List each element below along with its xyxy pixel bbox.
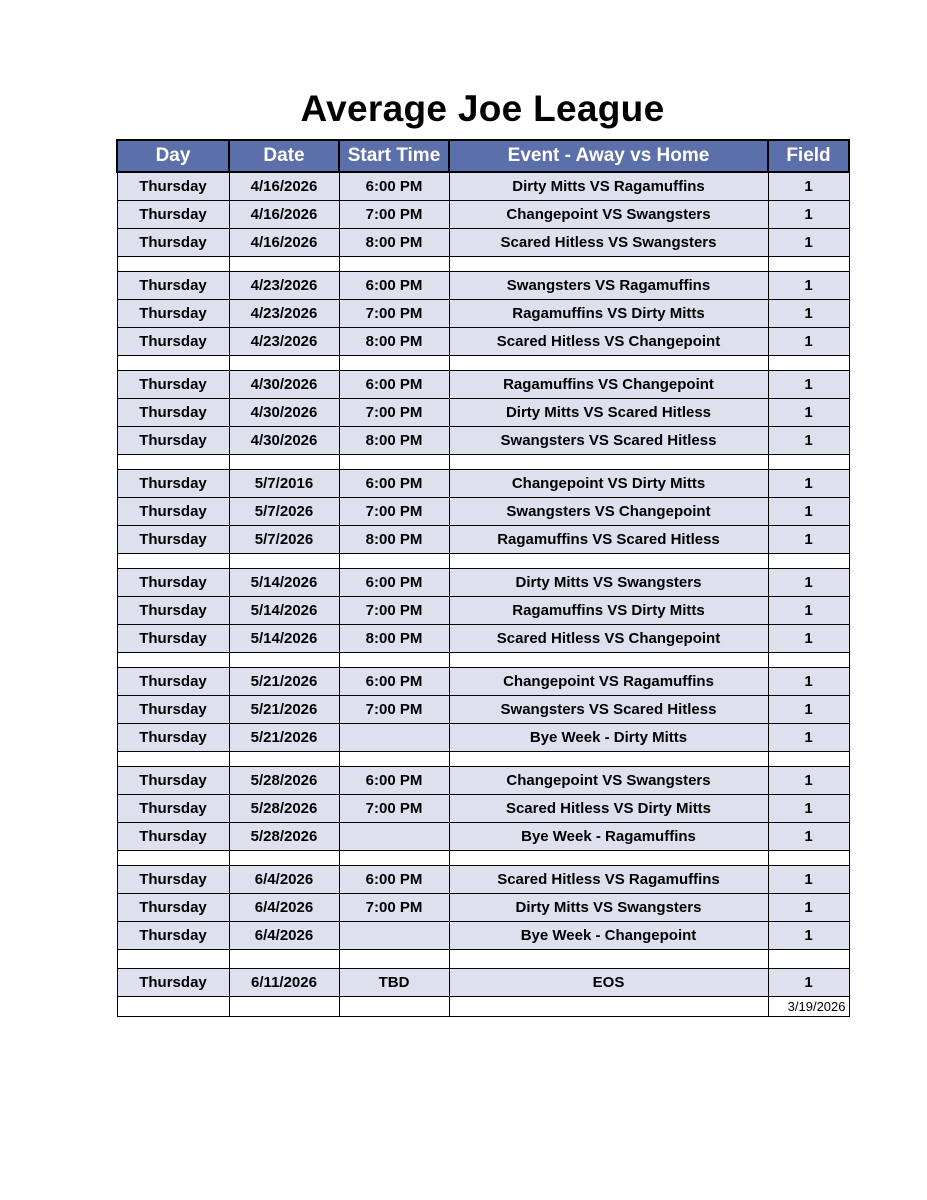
date-cell: 6/4/2026	[229, 922, 339, 950]
start-time-cell: 6:00 PM	[339, 866, 449, 894]
day-cell: Thursday	[117, 625, 229, 653]
day-cell: Thursday	[117, 922, 229, 950]
event-cell: Scared Hitless VS Changepoint	[449, 625, 768, 653]
schedule-body	[117, 172, 849, 1017]
table-row	[117, 470, 849, 498]
table-row	[117, 668, 849, 696]
start-time-cell: 6:00 PM	[339, 371, 449, 399]
table-row	[117, 569, 849, 597]
day-cell: Thursday	[117, 597, 229, 625]
empty-cell	[449, 950, 768, 969]
column-header-field: Field	[768, 140, 849, 172]
table-row	[117, 399, 849, 427]
field-cell: 1	[768, 668, 849, 696]
empty-cell	[339, 752, 449, 767]
table-row	[117, 724, 849, 752]
table-row	[117, 767, 849, 795]
table-row	[117, 201, 849, 229]
table-row	[117, 526, 849, 554]
start-time-cell: 7:00 PM	[339, 795, 449, 823]
date-cell: 5/21/2026	[229, 724, 339, 752]
event-cell: Scared Hitless VS Changepoint	[449, 328, 768, 356]
empty-cell	[339, 554, 449, 569]
table-row	[117, 795, 849, 823]
empty-cell	[339, 653, 449, 668]
start-time-cell: 8:00 PM	[339, 229, 449, 257]
spacer-row	[117, 356, 849, 371]
start-time-cell: TBD	[339, 969, 449, 997]
start-time-cell: 7:00 PM	[339, 597, 449, 625]
spacer-row	[117, 653, 849, 668]
empty-cell	[449, 752, 768, 767]
revision-date: 3/19/2026	[768, 997, 849, 1017]
empty-cell	[768, 851, 849, 866]
event-cell: Ragamuffins VS Dirty Mitts	[449, 597, 768, 625]
table-row	[117, 894, 849, 922]
footer-row	[117, 997, 849, 1017]
spacer-row	[117, 455, 849, 470]
empty-cell	[339, 257, 449, 272]
field-cell: 1	[768, 300, 849, 328]
event-cell: Changepoint VS Ragamuffins	[449, 668, 768, 696]
date-cell: 6/11/2026	[229, 969, 339, 997]
date-cell: 5/14/2026	[229, 625, 339, 653]
date-cell: 4/16/2026	[229, 229, 339, 257]
column-header-date: Date	[229, 140, 339, 172]
empty-cell	[768, 356, 849, 371]
field-cell: 1	[768, 823, 849, 851]
field-cell: 1	[768, 399, 849, 427]
empty-cell	[449, 851, 768, 866]
empty-cell	[117, 851, 229, 866]
field-cell: 1	[768, 767, 849, 795]
date-cell: 4/23/2026	[229, 272, 339, 300]
start-time-cell: 7:00 PM	[339, 399, 449, 427]
empty-cell	[449, 455, 768, 470]
start-time-cell: 6:00 PM	[339, 767, 449, 795]
field-cell: 1	[768, 526, 849, 554]
table-row	[117, 823, 849, 851]
day-cell: Thursday	[117, 569, 229, 597]
date-cell: 4/23/2026	[229, 300, 339, 328]
date-cell: 5/7/2026	[229, 526, 339, 554]
date-cell: 6/4/2026	[229, 894, 339, 922]
day-cell: Thursday	[117, 724, 229, 752]
empty-cell	[229, 455, 339, 470]
day-cell: Thursday	[117, 668, 229, 696]
day-cell: Thursday	[117, 526, 229, 554]
table-row	[117, 427, 849, 455]
start-time-cell: 7:00 PM	[339, 300, 449, 328]
table-row	[117, 272, 849, 300]
empty-cell	[768, 752, 849, 767]
event-cell: Ragamuffins VS Changepoint	[449, 371, 768, 399]
field-cell: 1	[768, 201, 849, 229]
day-cell: Thursday	[117, 427, 229, 455]
field-cell: 1	[768, 724, 849, 752]
empty-cell	[229, 950, 339, 969]
field-cell: 1	[768, 696, 849, 724]
empty-cell	[768, 950, 849, 969]
start-time-cell: 7:00 PM	[339, 498, 449, 526]
empty-cell	[229, 554, 339, 569]
spacer-row	[117, 851, 849, 866]
date-cell: 6/4/2026	[229, 866, 339, 894]
event-cell: EOS	[449, 969, 768, 997]
day-cell: Thursday	[117, 795, 229, 823]
empty-cell	[768, 653, 849, 668]
date-cell: 4/30/2026	[229, 427, 339, 455]
event-cell: Dirty Mitts VS Scared Hitless	[449, 399, 768, 427]
event-cell: Ragamuffins VS Scared Hitless	[449, 526, 768, 554]
event-cell: Scared Hitless VS Ragamuffins	[449, 866, 768, 894]
end-of-season-row	[117, 969, 849, 997]
field-cell: 1	[768, 866, 849, 894]
date-cell: 5/7/2026	[229, 498, 339, 526]
event-cell: Bye Week - Dirty Mitts	[449, 724, 768, 752]
table-row	[117, 625, 849, 653]
empty-cell	[229, 356, 339, 371]
table-row	[117, 172, 849, 201]
event-cell: Ragamuffins VS Dirty Mitts	[449, 300, 768, 328]
empty-cell	[768, 257, 849, 272]
table-row	[117, 371, 849, 399]
empty-cell	[117, 554, 229, 569]
date-cell: 5/28/2026	[229, 795, 339, 823]
field-cell: 1	[768, 625, 849, 653]
field-cell: 1	[768, 969, 849, 997]
field-cell: 1	[768, 470, 849, 498]
table-row	[117, 696, 849, 724]
day-cell: Thursday	[117, 470, 229, 498]
start-time-cell: 6:00 PM	[339, 470, 449, 498]
date-cell: 5/21/2026	[229, 668, 339, 696]
date-cell: 5/14/2026	[229, 569, 339, 597]
day-cell: Thursday	[117, 272, 229, 300]
empty-cell	[339, 851, 449, 866]
schedule-table-wrapper	[116, 139, 848, 1017]
table-row	[117, 866, 849, 894]
event-cell: Changepoint VS Swangsters	[449, 767, 768, 795]
date-cell: 5/14/2026	[229, 597, 339, 625]
event-cell: Changepoint VS Swangsters	[449, 201, 768, 229]
field-cell: 1	[768, 597, 849, 625]
empty-cell	[229, 851, 339, 866]
table-row	[117, 922, 849, 950]
event-cell: Swangsters VS Scared Hitless	[449, 427, 768, 455]
field-cell: 1	[768, 922, 849, 950]
day-cell: Thursday	[117, 969, 229, 997]
empty-cell	[229, 257, 339, 272]
day-cell: Thursday	[117, 399, 229, 427]
header-row	[117, 140, 849, 172]
field-cell: 1	[768, 795, 849, 823]
column-header-start-time: Start Time	[339, 140, 449, 172]
empty-cell	[768, 554, 849, 569]
date-cell: 5/7/2016	[229, 470, 339, 498]
table-row	[117, 300, 849, 328]
empty-cell	[117, 653, 229, 668]
empty-cell	[449, 554, 768, 569]
empty-cell	[117, 997, 229, 1017]
day-cell: Thursday	[117, 300, 229, 328]
event-cell: Swangsters VS Scared Hitless	[449, 696, 768, 724]
day-cell: Thursday	[117, 172, 229, 201]
table-row	[117, 498, 849, 526]
start-time-cell: 7:00 PM	[339, 696, 449, 724]
empty-cell	[449, 257, 768, 272]
field-cell: 1	[768, 427, 849, 455]
start-time-cell	[339, 724, 449, 752]
field-cell: 1	[768, 229, 849, 257]
table-row	[117, 229, 849, 257]
day-cell: Thursday	[117, 866, 229, 894]
empty-cell	[117, 950, 229, 969]
empty-cell	[449, 997, 768, 1017]
date-cell: 4/30/2026	[229, 371, 339, 399]
day-cell: Thursday	[117, 498, 229, 526]
empty-cell	[339, 997, 449, 1017]
spacer-row	[117, 950, 849, 969]
field-cell: 1	[768, 569, 849, 597]
day-cell: Thursday	[117, 696, 229, 724]
empty-cell	[117, 455, 229, 470]
empty-cell	[449, 653, 768, 668]
day-cell: Thursday	[117, 894, 229, 922]
date-cell: 4/16/2026	[229, 172, 339, 201]
event-cell: Scared Hitless VS Swangsters	[449, 229, 768, 257]
date-cell: 5/28/2026	[229, 823, 339, 851]
date-cell: 4/16/2026	[229, 201, 339, 229]
start-time-cell: 6:00 PM	[339, 272, 449, 300]
start-time-cell: 7:00 PM	[339, 201, 449, 229]
start-time-cell: 8:00 PM	[339, 328, 449, 356]
start-time-cell	[339, 823, 449, 851]
column-header-day: Day	[117, 140, 229, 172]
date-cell: 5/28/2026	[229, 767, 339, 795]
day-cell: Thursday	[117, 328, 229, 356]
field-cell: 1	[768, 172, 849, 201]
empty-cell	[768, 455, 849, 470]
day-cell: Thursday	[117, 767, 229, 795]
start-time-cell	[339, 922, 449, 950]
table-row	[117, 597, 849, 625]
empty-cell	[229, 653, 339, 668]
column-header-event: Event - Away vs Home	[449, 140, 768, 172]
field-cell: 1	[768, 371, 849, 399]
event-cell: Dirty Mitts VS Ragamuffins	[449, 172, 768, 201]
event-cell: Swangsters VS Changepoint	[449, 498, 768, 526]
empty-cell	[229, 752, 339, 767]
empty-cell	[339, 455, 449, 470]
date-cell: 4/23/2026	[229, 328, 339, 356]
empty-cell	[117, 356, 229, 371]
event-cell: Dirty Mitts VS Swangsters	[449, 894, 768, 922]
day-cell: Thursday	[117, 229, 229, 257]
day-cell: Thursday	[117, 823, 229, 851]
field-cell: 1	[768, 328, 849, 356]
empty-cell	[339, 356, 449, 371]
empty-cell	[117, 257, 229, 272]
page-title: Average Joe League	[300, 88, 665, 129]
spacer-row	[117, 554, 849, 569]
spacer-row	[117, 752, 849, 767]
date-cell: 4/30/2026	[229, 399, 339, 427]
start-time-cell: 6:00 PM	[339, 172, 449, 201]
field-cell: 1	[768, 498, 849, 526]
start-time-cell: 7:00 PM	[339, 894, 449, 922]
start-time-cell: 8:00 PM	[339, 427, 449, 455]
day-cell: Thursday	[117, 201, 229, 229]
field-cell: 1	[768, 272, 849, 300]
empty-cell	[339, 950, 449, 969]
event-cell: Scared Hitless VS Dirty Mitts	[449, 795, 768, 823]
empty-cell	[449, 356, 768, 371]
event-cell: Bye Week - Ragamuffins	[449, 823, 768, 851]
start-time-cell: 6:00 PM	[339, 668, 449, 696]
start-time-cell: 8:00 PM	[339, 526, 449, 554]
field-cell: 1	[768, 894, 849, 922]
event-cell: Changepoint VS Dirty Mitts	[449, 470, 768, 498]
date-cell: 5/21/2026	[229, 696, 339, 724]
table-row	[117, 328, 849, 356]
empty-cell	[229, 997, 339, 1017]
day-cell: Thursday	[117, 371, 229, 399]
start-time-cell: 6:00 PM	[339, 569, 449, 597]
spacer-row	[117, 257, 849, 272]
event-cell: Bye Week - Changepoint	[449, 922, 768, 950]
event-cell: Dirty Mitts VS Swangsters	[449, 569, 768, 597]
empty-cell	[117, 752, 229, 767]
event-cell: Swangsters VS Ragamuffins	[449, 272, 768, 300]
schedule-table	[116, 139, 850, 1017]
start-time-cell: 8:00 PM	[339, 625, 449, 653]
